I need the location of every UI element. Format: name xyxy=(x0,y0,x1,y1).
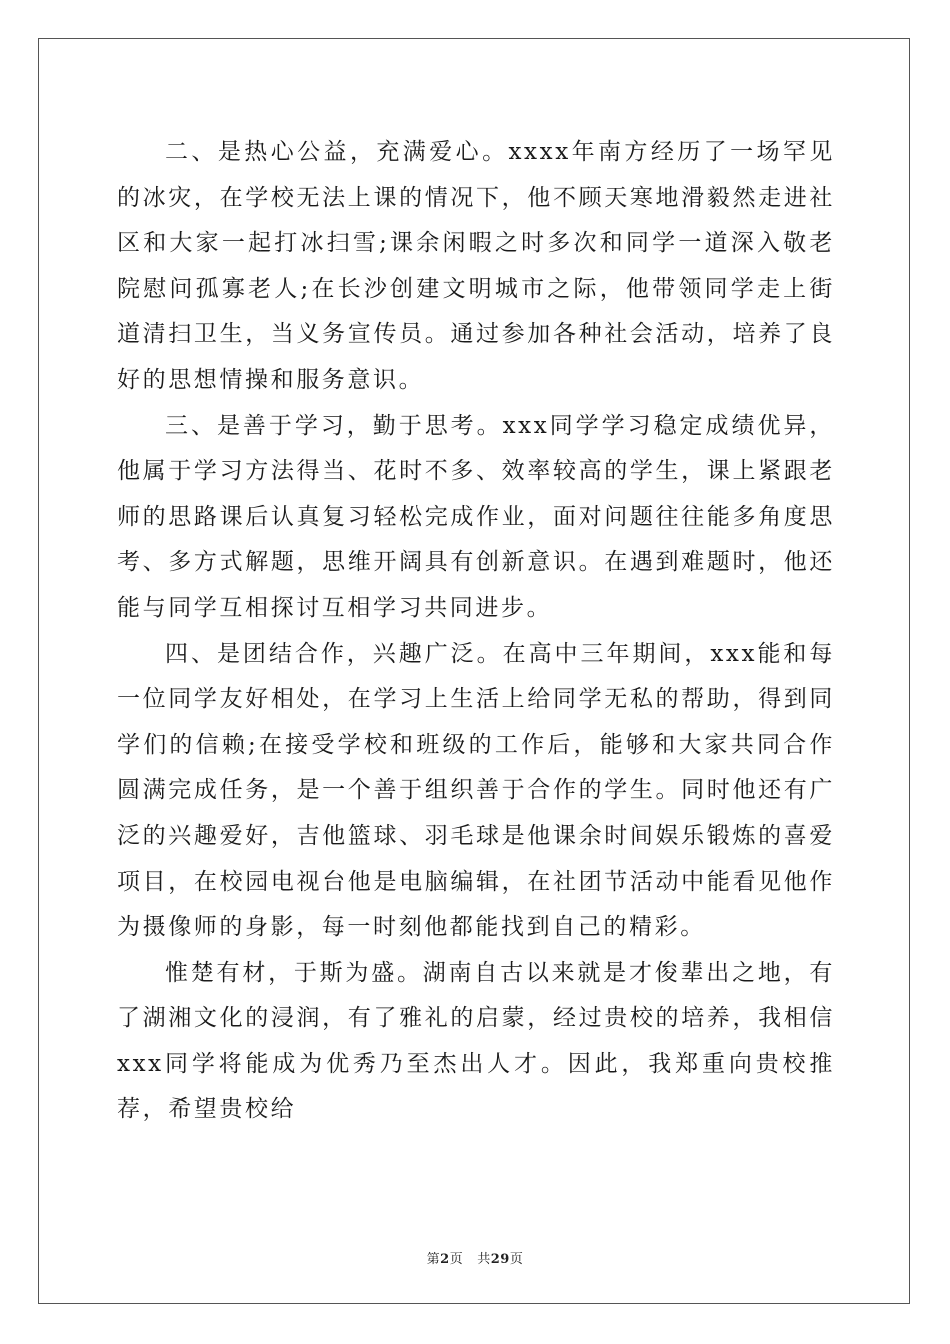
paragraph-recommendation: 惟楚有材，于斯为盛。湖南自古以来就是才俊辈出之地，有了湖湘文化的浸润，有了雅礼的启蒙，经过贵校的培养，我相信xxx同学将能成为优秀乃至杰出人才。因此，我郑重向贵校推荐，希望贵校给 xyxy=(117,959,835,1123)
total-pages: 29 xyxy=(490,1252,510,1267)
page-number: 2 xyxy=(440,1252,450,1267)
document-body xyxy=(117,130,835,1133)
page-prefix: 第 xyxy=(426,1252,441,1267)
total-suffix: 页 xyxy=(509,1252,524,1267)
page-footer xyxy=(0,1248,950,1267)
paragraph-teamwork: 四、是团结合作，兴趣广泛。在高中三年期间，xxx能和每一位同学友好相处，在学习上生活上给同学无私的帮助，得到同学们的信赖;在接受学校和班级的工作后，能够和大家共同合作圆满完成任务，是一个善于组织善于合作的学生。同时他还有广泛的兴趣爱好，吉他篮球、羽毛球是他课余时间娱乐锻炼的喜爱项目，在校园电视台他是电脑编辑，在社团节活动中能看见他作为摄像师的身影，每一时刻他都能找到自己的精彩。 xyxy=(117,640,835,941)
page-suffix: 页 xyxy=(449,1252,464,1267)
paragraph-learning: 三、是善于学习，勤于思考。xxx同学学习稳定成绩优异，他属于学习方法得当、花时不多、效率较高的学生，课上紧跟老师的思路课后认真复习轻松完成作业，面对问题往往能多角度思考、多方式解题，思维开阔具有创新意识。在遇到难题时，他还能与同学互相探讨互相学习共同进步。 xyxy=(117,412,835,621)
paragraph-public-welfare: 二、是热心公益，充满爱心。xxxx年南方经历了一场罕见的冰灾，在学校无法上课的情况下，他不顾天寒地滑毅然走进社区和大家一起打冰扫雪;课余闲暇之时多次和同学一道深入敬老院慰问孤寡老人;在长沙创建文明城市之际，他带领同学走上街道清扫卫生，当义务宣传员。通过参加各种社会活动，培养了良好的思想情操和服务意识。 xyxy=(117,139,835,393)
total-prefix: 共 xyxy=(477,1252,491,1267)
